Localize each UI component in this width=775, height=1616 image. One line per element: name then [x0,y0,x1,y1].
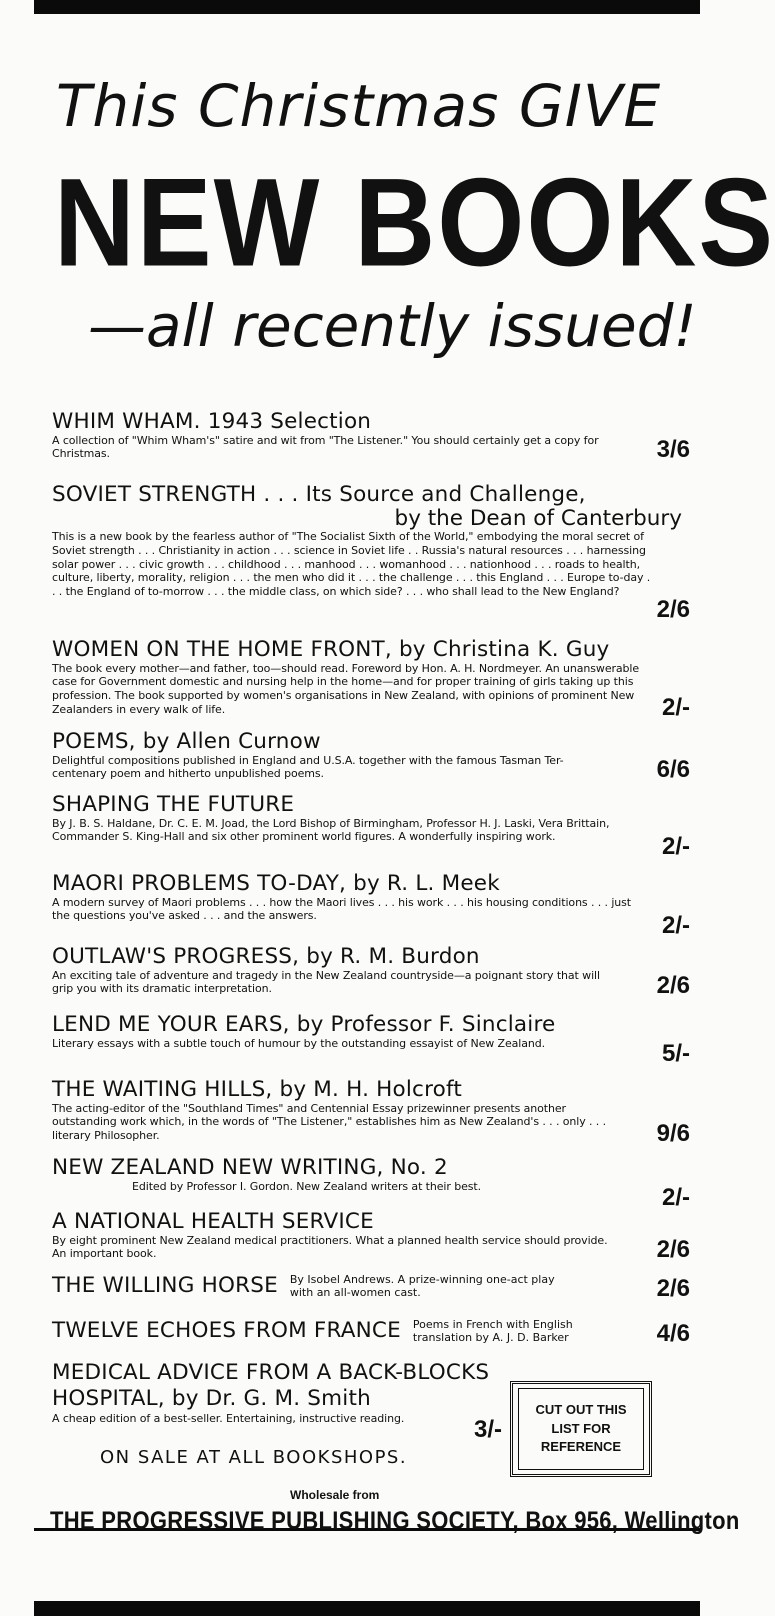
book-description: The acting-editor of the "Southland Times" and Centennial Essay prizewinner presents another outstanding work which, in the words of "The Listener," establishes him as New Zealand's . . . only . . . literary Philosopher. [52,1101,606,1142]
book-title: MAORI PROBLEMS TO-DAY, by R. L. Meek [52,871,500,896]
book-title: SOVIET STRENGTH . . . Its Source and Challenge, [52,482,586,507]
book-title: THE WILLING HORSE [52,1273,278,1299]
book-title: SHAPING THE FUTURE [52,792,295,817]
book-price: 6/6 [656,756,690,783]
cutout-line2: LIST FOR [551,1420,611,1436]
book-price: 2/6 [656,972,690,999]
book-title: OUTLAW'S PROGRESS, by R. M. Burdon [52,944,480,969]
book-price: 5/- [661,1040,690,1067]
book-description: Literary essays with a subtle touch of humour by the outstanding essayist of New Zealand. [52,1036,546,1050]
book-description: Poems in French with English translation by A. J. D. Barker [412,1318,573,1345]
book-price: 2/6 [656,1236,690,1263]
book-description: The book every mother—and father, too—should read. Foreword by Hon. A. H. Nordmeyer. An unanswerable case for Government domestic and nursing help in the home—and for proper training of girls taking up this profession. The book supported by women's organisations in New Zealand, with opinions of prominent New Zealanders in every walk of life. [52,661,640,716]
book-entry [52,1210,694,1261]
book-price: 2/- [661,1184,690,1211]
book-entry [52,730,694,781]
book-price: 2/- [661,833,690,860]
book-title: MEDICAL ADVICE FROM A BACK-BLOCKS HOSPITAL, by Dr. G. M. Smith [52,1360,490,1411]
book-entry [52,1273,694,1302]
book-price: 3/6 [656,436,690,463]
book-title: POEMS, by Allen Curnow [52,729,321,754]
book-price: 2/- [661,694,690,721]
book-description: By J. B. S. Haldane, Dr. C. E. M. Joad, the Lord Bishop of Birmingham, Professor H. J. Laski, Vera Brittain, Commander S. King-Hall and six other prominent world figures. A wonderfully inspiring work. [52,816,610,844]
book-price: 4/6 [656,1320,690,1347]
book-description: A modern survey of Maori problems . . . how the Maori lives . . . his work . . . his housing conditions . . . just the questions you've asked . . . and the answers. [52,895,632,923]
book-title: WHIM WHAM. 1943 Selection [52,409,372,434]
book-entry [52,410,694,461]
book-price: 9/6 [656,1120,690,1147]
book-price: 2/- [661,912,690,939]
headline-line2: NEW BOOKS [54,152,775,293]
top-rule [34,0,700,14]
book-price: 3/- [473,1416,502,1443]
book-entry [52,1012,694,1067]
book-description: Edited by Professor I. Gordon. New Zealand writers at their best. [132,1179,481,1193]
book-title: WOMEN ON THE HOME FRONT, by Christina K. Guy [52,637,610,662]
book-entry [52,944,694,999]
book-entry [52,637,694,721]
book-description: By Isobel Andrews. A prize-winning one-act play with an all-women cast. [289,1273,555,1300]
bottom-rule-thick [34,1601,700,1616]
book-entry [52,871,694,939]
on-sale-text: ON SALE AT ALL BOOKSHOPS. [100,1447,408,1468]
wholesale-text: Wholesale from [290,1488,380,1502]
book-entry [52,1318,694,1347]
book-description: Delightful compositions published in England and U.S.A. together with the famous Tasman Ter-centenary poem and hitherto unpublished poems. [52,753,564,781]
book-description: An exciting tale of adventure and tragedy in the New Zealand countryside—a poignant story that will grip you with its dramatic interpretation. [52,968,600,996]
book-entry [52,1077,694,1147]
book-description: A cheap edition of a best-seller. Entertaining, instructive reading. [52,1411,405,1425]
book-description: A collection of "Whim Wham's" satire and wit from "The Listener." You should certainly get a copy for Christmas. [52,433,599,461]
book-title: NEW ZEALAND NEW WRITING, No. 2 [52,1155,448,1180]
cutout-line3: REFERENCE [540,1439,622,1455]
book-entry [52,1360,502,1443]
headline-line1: This Christmas GIVE [56,72,662,140]
cutout-box [510,1381,652,1477]
book-description: This is a new book by the fearless author of "The Socialist Sixth of the World," embodying the moral secret of Soviet strength . . . Christianity in action . . . science in Soviet life . . Russia's natural resources . . . harnessing solar power . . . civic growth . . . childhood . . . manhood . . . womanhood . . . nationhood . . . roads to health, culture, liberty, morality, religion . . . the men who did it . . . the challenge . . . this England . . . Europe to-day . . . the England of to-morrow . . . the middle class, on which side? . . . who shall lead to the New England? [52,530,651,598]
book-subtitle: by the Dean of Canterbury [394,505,682,531]
book-price: 2/6 [656,596,690,623]
book-title: TWELVE ECHOES FROM FRANCE [52,1318,401,1344]
book-entry [52,792,694,860]
book-title: A NATIONAL HEALTH SERVICE [52,1209,374,1234]
book-title: LEND ME YOUR EARS, by Professor F. Sinclaire [52,1012,556,1037]
book-price: 2/6 [656,1275,690,1302]
cutout-line1: CUT OUT THIS [535,1401,627,1417]
book-entry [52,1155,694,1211]
headline-line3: —all recently issued! [88,292,697,360]
book-title: THE WAITING HILLS, by M. H. Holcroft [52,1077,463,1102]
publisher-line: THE PROGRESSIVE PUBLISHING SOCIETY, Box 956, Wellington [50,1506,740,1535]
book-description: By eight prominent New Zealand medical practitioners. What a planned health service should provide. An important book. [52,1233,608,1261]
book-entry [52,482,694,623]
